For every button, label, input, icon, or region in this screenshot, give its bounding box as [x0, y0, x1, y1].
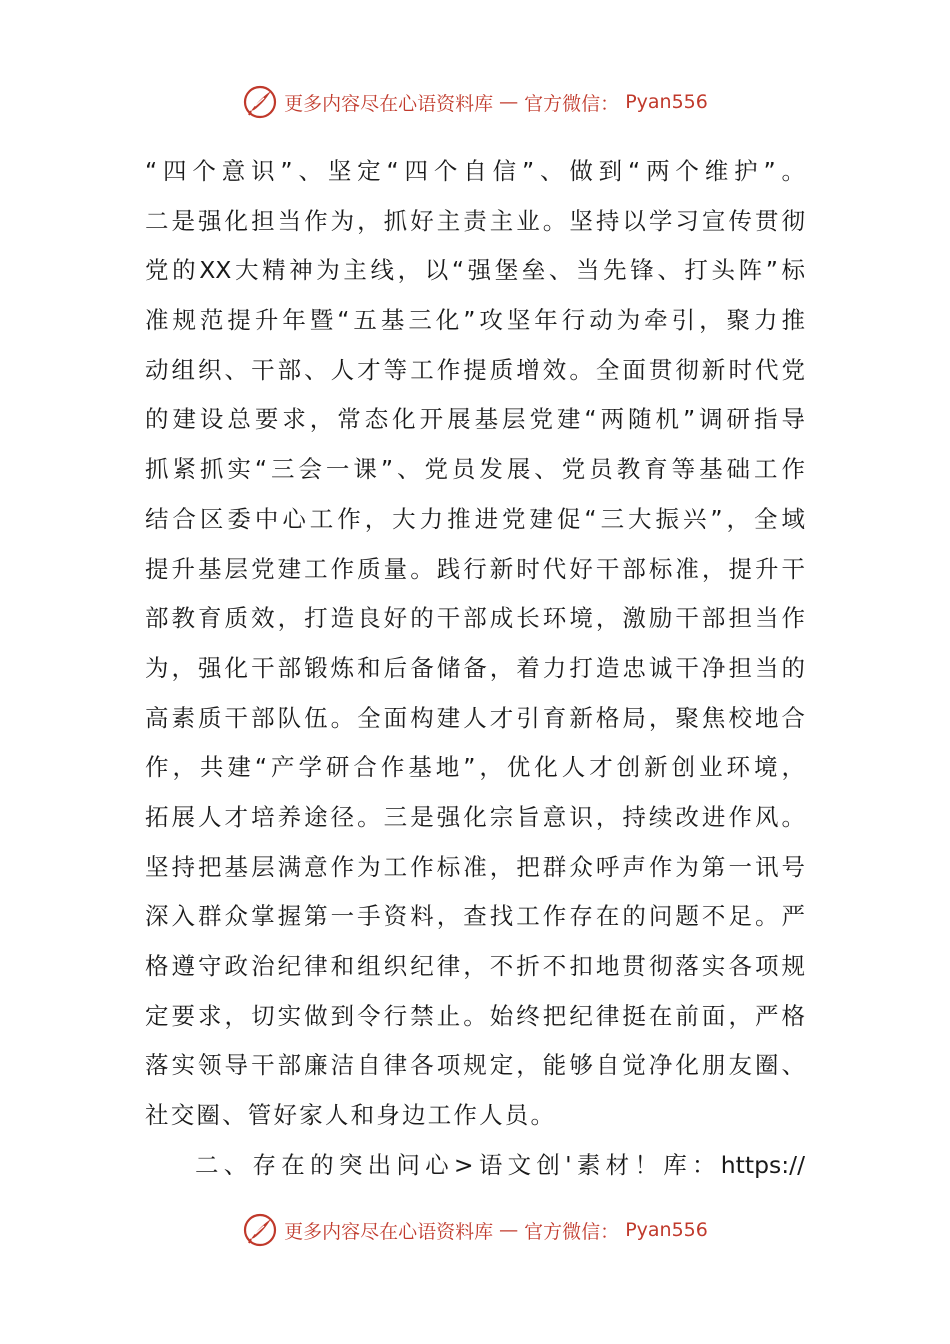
wechat-label: 官方微信： — [524, 92, 620, 115]
header-banner — [0, 80, 950, 124]
wechat-id: Pyan556 — [625, 91, 708, 113]
footer-banner — [0, 1208, 950, 1252]
text-line: 定要求，切实做到令行禁止。始终把纪律挺在前面，严格 — [145, 1001, 805, 1030]
brand-separator: — — [499, 91, 519, 113]
text-line: 深入群众掌握第一手资料，查找工作存在的问题不足。严 — [145, 902, 805, 931]
text-line: 的建设总要求，常态化开展基层党建“两随机”调研指导 — [145, 405, 805, 434]
wechat-id: Pyan556 — [625, 1219, 708, 1241]
wechat-label: 官方微信： — [524, 1220, 620, 1243]
document-body — [145, 147, 805, 1190]
paragraph-end-line: 社交圈、管好家人和身边工作人员。 — [145, 1101, 557, 1130]
text-line: 结合区委中心工作，大力推进党建促“三大振兴”，全域 — [145, 504, 805, 533]
brand-name: 更多内容尽在心语资料库 — [284, 1220, 494, 1243]
text-line: 二是强化担当作为，抓好主责主业。坚持以学习宣传贯彻 — [145, 206, 805, 235]
section-heading: 二、存在的突出问心>语文创'素材！库：https:// — [195, 1150, 805, 1179]
brand-name: 更多内容尽在心语资料库 — [284, 92, 494, 115]
text-line: 部教育质效，打造良好的干部成长环境，激励干部担当作 — [145, 604, 805, 633]
text-line: 准规范提升年暨“五基三化”攻坚年行动为牵引，聚力推 — [145, 306, 805, 335]
text-line: 为，强化干部锻炼和后备储备，着力打造忠诚干净担当的 — [145, 653, 805, 682]
text-line: 拓展人才培养途径。三是强化宗旨意识，持续改进作风。 — [145, 802, 805, 831]
quill-logo-icon — [242, 1212, 278, 1248]
brand-separator: — — [499, 1219, 519, 1241]
text-line: 提升基层党建工作质量。践行新时代好干部标准，提升干 — [145, 554, 805, 583]
text-line: 格遵守政治纪律和组织纪律，不折不扣地贯彻落实各项规 — [145, 952, 805, 980]
text-line: 高素质干部队伍。全面构建人才引育新格局，聚焦校地合 — [145, 703, 805, 732]
text-line: 抓紧抓实“三会一课”、党员发展、党员教育等基础工作 — [145, 455, 805, 484]
text-line: 坚持把基层满意作为工作标准，把群众呼声作为第一讯号 — [145, 852, 805, 881]
text-line: 落实领导干部廉洁自律各项规定，能够自觉净化朋友圈、 — [145, 1051, 805, 1080]
text-line: 动组织、干部、人才等工作提质增效。全面贯彻新时代党 — [145, 355, 805, 384]
text-line: 作，共建“产学研合作基地”，优化人才创新创业环境， — [145, 753, 805, 782]
quill-logo-icon — [242, 84, 278, 120]
text-line: 党的XX大精神为主线，以“强堡垒、当先锋、打头阵”标 — [145, 256, 805, 285]
text-line: “四个意识”、坚定“四个自信”、做到“两个维护”。 — [145, 157, 805, 185]
